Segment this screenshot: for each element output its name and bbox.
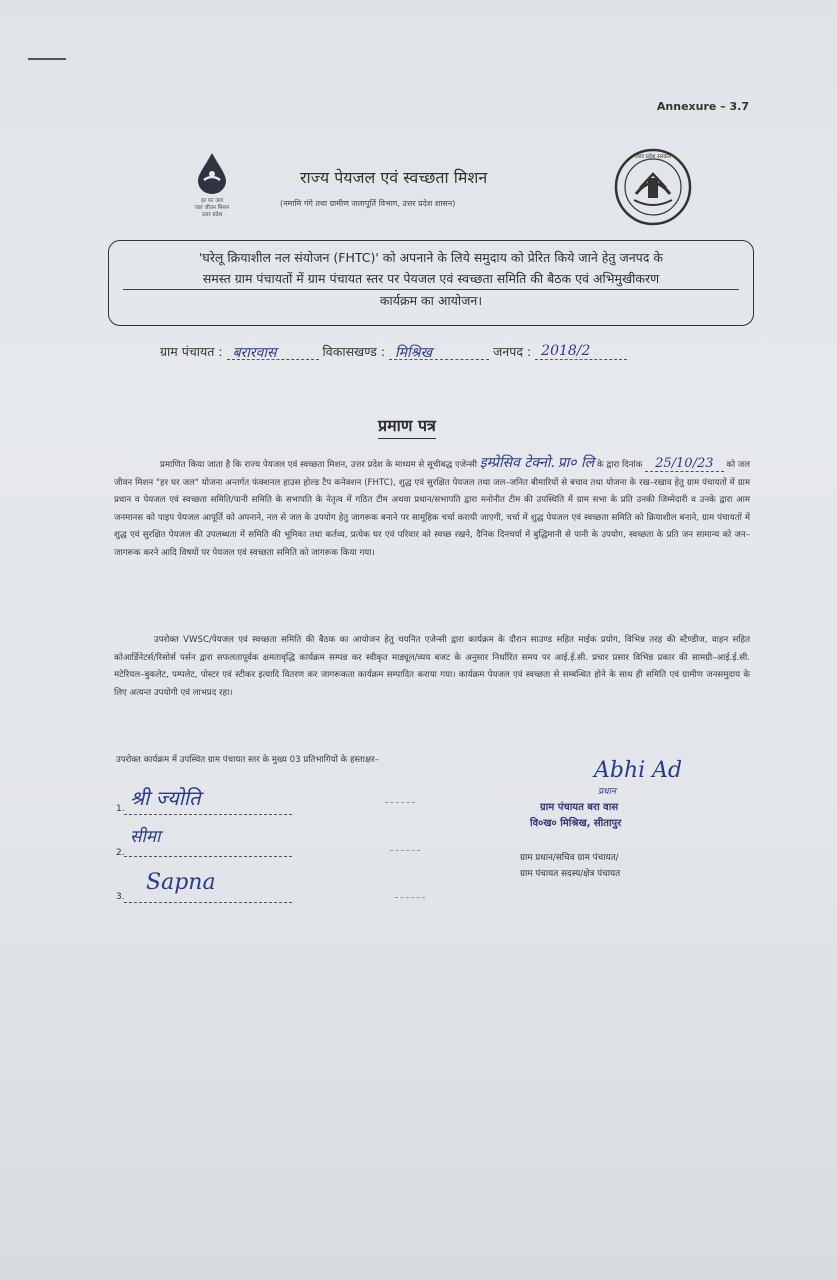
block-label: विकासखण्ड : [322,344,386,359]
signature-2-number: 2. [116,848,125,858]
para1-part-c: को जल जीवन मिशन "हर घर जल" योजना अन्तर्गत फंक्शनल हाउस होल्ड टैप कनेक्शन (FHTC), शुद्ध एवं सुरक्षित पेयजल तथा जल–जनित बीमारियों से बचाव तथा योजना के रख–रखाव हेतु ग्राम पंचायतों में ग्राम प्रधान व पेयजल एवं स्वच्छता समिति/पानी समिति के सभापति के नेतृत्व में गठित टीम अथवा प्रधान/सभापति द्वारा मनोनीत टीम की उपस्थिति में ग्राम सभा के प्रति उनकी जिम्मेदारी व उनके द्वारा आम जनमानस को पाइप पेयजल आपूर्ति को अपनाने, नल से जल के उपयोग हेतु जागरूक बनाने पर सामूहिक चर्चा करायी जाएगी, चर्चा में शुद्ध पेयजल एवं स्वच्छता समिति को क्रियाशील बनाने, ग्राम पंचायतों में शुद्ध एवं सुरक्षित पेयजल की उपलब्धता में समिति की भूमिका तथा कर्तव्य, प्रत्येक घर एवं परिवार को स्वच्छ रखने, दैनिक दिनचर्या में बुद्धिमानी से पानी के उपयोग, स्वच्छता के प्रति जन सामान्य को जन–जागरूक करने आदि विषयों पर पेयजल एवं स्वच्छता समिति को जागरूक किया गया। [114,460,751,558]
agency-suffix-handwritten: प्रा० लि [557,455,595,471]
logo-caption: हर घर जल जल जीवन मिशन उत्तर प्रदेश [194,198,230,218]
block-value: मिश्रिख [389,343,489,360]
location-row [160,343,627,360]
certificate-title: प्रमाण पत्र [378,414,436,439]
water-drop-icon [195,152,229,194]
signature-2-handwritten: सीमा [130,827,161,847]
dash-mark [395,897,425,898]
dash-mark [385,802,415,803]
programme-date-handwritten: 25/10/23 [645,456,723,472]
signature-1-number: 1. [116,804,125,814]
dash-mark [390,850,420,851]
signature-1-line [124,814,292,815]
gram-panchayat-value: बरारवास [227,343,319,360]
signatory-role [520,850,620,882]
banner-line-1: 'घरेलू क्रियाशील नल संयोजन (FHTC)' को अपनाने के लिये समुदाय को प्रेरित किये जाने हेतु जनपद के [199,250,663,265]
para1-part-a: प्रमाणित किया जाता है कि राज्य पेयजल एवं स्वच्छता मिशन, उत्तर प्रदेश के माध्यम से सूचीबद्ध एजेन्सी [160,460,477,470]
stamp-line-1: ग्राम पंचायत बरा वास [540,802,619,813]
up-government-seal-icon [614,148,692,226]
annexure-label: Annexure – 3.7 [656,100,749,113]
participant-signature-3 [116,870,316,910]
mission-title: राज्य पेयजल एवं स्वच्छता मिशन [300,168,488,187]
para2-text: उपरोक्त VWSC/पेयजल एवं स्वच्छता समिति की बैठक का आयोजन हेतु चयनित एजेन्सी द्वारा कार्यक्रम के दौरान साउण्ड सहित माईक प्रयोग, विभिन्न तरह की स्टैण्डीज, वाहन सहित कोआर्डिनेटर्स/रिसोर्स पर्सन द्वारा सफलतापूर्वक क्षमतावृद्धि कार्यक्रम सम्पन्न कर स्वीकृत माड्यूल/व्यय बजट के अनुसार निर्धारित समय पर आई.ई.सी. प्रचार प्रसार विभिन्न प्रकार की सामग्री–आई.ई.सी. मटेरियल–बुकलेट, पम्पलेट, पोस्टर एवं स्टीकर इत्यादि वितरण कर जागरूकता कार्यक्रम सम्पादित कराया गया। कार्यक्रम पेयजल एवं स्वच्छता से सम्बन्धित होने के साथ ही समिति एवं ग्रामीण जनसमुदाय के लिए अत्यन्त उपयोगी एवं लाभप्रद रहा। [114,635,750,698]
banner-line-3: कार्यक्रम का आयोजन। [379,293,483,308]
gram-panchayat-stamp [528,800,621,832]
certificate-paragraph-2 [114,632,750,702]
gram-panchayat-label: ग्राम पंचायत : [160,344,223,359]
district-label: जनपद : [493,344,532,359]
har-ghar-jal-logo [190,152,234,232]
stamp-line-2: वि०ख० मिश्रिख, सीतापुर [530,818,622,829]
signature-3-number: 3. [116,892,125,902]
mission-subtitle: (नमामि गंगे तथा ग्रामीण जलापूर्ति विभाग, उत्तर प्रदेश शासन) [280,199,456,208]
pradhan-signature-sub: प्रधान [598,787,616,797]
pradhan-signature-handwritten: Abhi Ad [594,758,683,783]
signatures-intro: उपरोक्त कार्यक्रम में उपस्थित ग्राम पंचायत स्तर के मुख्य 03 प्रतिभागियों के हस्ताक्षर– [116,755,379,765]
corner-dash-mark [28,58,66,60]
certificate-paragraph-1 [114,455,750,563]
district-value: 2018/2 [535,343,627,360]
programme-banner [108,240,754,326]
agency-name-handwritten: इम्प्रेसिव टेक्नो. [479,455,555,471]
participant-signature-1 [116,786,316,820]
signature-2-line [124,856,292,857]
signature-3-handwritten: Sapna [146,870,216,895]
participant-signature-2 [116,828,316,862]
signature-3-line [124,902,292,903]
signature-1-handwritten: श्री ज्योति [130,786,201,810]
seal-caption: उत्तर प्रदेश सरकार [634,154,672,160]
para1-part-b: के द्वारा दिनांक [596,460,643,470]
role-line-2: ग्राम पंचायत सदस्य/क्षेत्र पंचायत [520,869,621,879]
role-line-1: ग्राम प्रधान/सचिव ग्राम पंचायत/ [520,853,619,863]
banner-line-2: समस्त ग्राम पंचायतों में ग्राम पंचायत स्तर पर पेयजल एवं स्वच्छता समिति की बैठक एवं अभिमुखीकरण [123,268,739,290]
